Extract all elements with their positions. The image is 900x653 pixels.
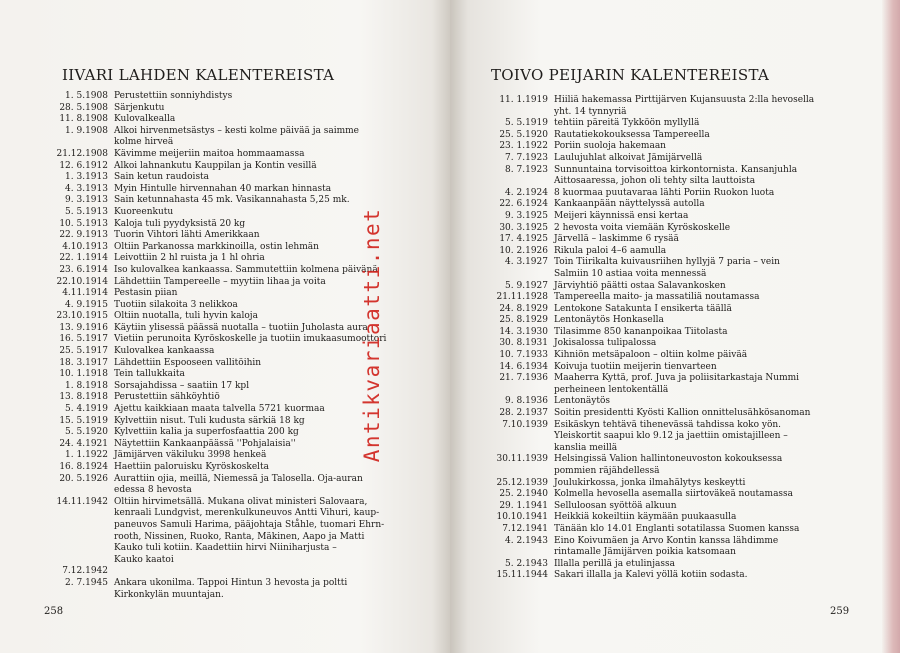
entry-text: Tuorin Vihtori lähti Amerikkaan: [114, 230, 260, 241]
entry-text: Eino Koivumäen ja Arvo Kontin kanssa lähdimme rintamalle Jämijärven poikia katsomaan: [554, 535, 779, 558]
entry-row: [44, 474, 416, 497]
entry-row: [44, 184, 416, 196]
entry-row: [484, 350, 864, 362]
entry-row: [484, 512, 864, 524]
entry-text: Kulovalkea kankaassa: [114, 346, 215, 357]
entry-date: 25. 2.1940: [499, 489, 548, 500]
entry-row: [484, 570, 864, 582]
entry-date: 7.12.1941: [502, 523, 548, 534]
entry-row: [484, 188, 864, 200]
entry-text: Tuotiin silakoita 3 nelikkoa: [114, 299, 238, 310]
entry-date: 5. 9.1927: [505, 280, 548, 291]
right-page-number: 259: [830, 606, 850, 617]
entry-text: Oltiin nuotalla, tuli hyvin kaloja: [114, 311, 258, 322]
entry-date: 11. 1.1919: [499, 95, 548, 105]
entry-row: [484, 408, 864, 420]
entry-text: Oltiin Parkanossa markkinoilla, ostin lehmän: [114, 241, 319, 252]
entry-date: 24. 8.1929: [499, 303, 548, 314]
entry-text: Sorsajahdissa – saatiin 17 kpl: [114, 380, 250, 391]
entry-text: Lentonäytös: [554, 396, 611, 407]
entry-date: 14.11.1942: [56, 496, 108, 507]
entry-text: Kulovalkealla: [114, 114, 176, 125]
entry-text: Esikäskyn tehtävä tihenevässä tahdissa koko yön. Yleiskortit saapui klo 9.12 ja jaettiin omistajilleen – kanslia meillä: [554, 419, 788, 453]
entry-date: 7.12.1942: [62, 566, 108, 577]
entry-text: Poriin suoloja hakemaan: [554, 141, 666, 152]
entry-date: 4. 2.1943: [505, 535, 548, 546]
entry-date: 21.12.1908: [56, 148, 108, 159]
entry-row: [484, 153, 864, 165]
entry-row: [484, 304, 864, 316]
entry-date: 5. 5.1919: [505, 118, 548, 129]
entry-text: Haettiin paloruisku Kyröskoskelta: [114, 462, 270, 472]
entry-date: 4.10.1913: [62, 241, 108, 252]
entry-row: [44, 566, 416, 578]
entry-text: Lentokone Satakunta I ensikerta täällä: [554, 303, 732, 314]
entry-text: Hiiliä hakemassa Pirttijärven Kujansuusta 2:lla hevosella yht. 14 tynnyriä: [554, 95, 815, 117]
entry-row: [44, 462, 416, 474]
entry-text: Näytettiin Kankaanpäässä ''Pohjalaisia'': [114, 438, 296, 449]
entry-date: 24. 4.1921: [59, 438, 108, 449]
entry-date: 25. 5.1917: [59, 346, 108, 357]
entry-row: [484, 95, 864, 118]
entry-date: 10. 1.1918: [59, 369, 108, 380]
entry-row: [484, 489, 864, 501]
entry-date: 5. 5.1913: [65, 206, 108, 217]
entry-text: Ajettu kaikkiaan maata talvella 5721 kuormaa: [114, 404, 325, 415]
entry-date: 12. 6.1912: [59, 160, 108, 171]
entry-row: [484, 501, 864, 513]
entry-row: [484, 524, 864, 536]
entry-date: 8. 7.1923: [505, 164, 548, 175]
entry-date: 4.11.1914: [62, 288, 108, 299]
entry-row: [484, 559, 864, 571]
entry-row: [44, 497, 416, 567]
entry-text: Aurattiin ojia, meillä, Niemessä ja Talosella. Oja-auran edessa 8 hevosta: [114, 473, 363, 496]
entry-date: 30. 3.1925: [499, 222, 548, 233]
entry-date: 5. 4.1919: [65, 404, 108, 415]
entry-text: Järvellä – laskimme 6 rysää: [554, 234, 679, 245]
entry-text: Sain ketun raudoista: [114, 172, 210, 183]
entry-date: 10. 2.1926: [499, 245, 548, 256]
entry-row: [484, 362, 864, 374]
entry-date: 5. 5.1920: [65, 427, 108, 438]
entry-row: [484, 536, 864, 559]
entry-row: [484, 292, 864, 304]
entry-date: 30. 8.1931: [499, 338, 548, 349]
entry-text: Kankaanpään näyttelyssä autolla: [554, 199, 705, 210]
entry-date: 29. 1.1941: [499, 500, 548, 511]
entry-text: Tänään klo 14.01 Englanti sotatilassa Suomen kanssa: [554, 523, 800, 534]
entry-row: [484, 234, 864, 246]
entry-date: 5. 2.1943: [505, 558, 548, 569]
entry-text: Rautatiekokouksessa Tampereella: [554, 129, 710, 140]
entry-row: [484, 396, 864, 408]
entry-text: Järviyhtiö päätti ostaa Salavankosken: [554, 280, 726, 291]
entry-date: 4. 9.1915: [65, 299, 108, 310]
entry-date: 9. 8.1936: [505, 396, 548, 407]
entry-date: 28. 5.1908: [59, 102, 108, 113]
entry-date: 17. 4.1925: [499, 234, 548, 245]
entry-row: [484, 478, 864, 490]
entry-text: Vietiin perunoita Kyröskoskelle ja tuotiin imukaasumoottori: [114, 334, 387, 345]
entry-date: 10. 5.1913: [59, 218, 108, 229]
entry-text: Leivottiin 2 hl ruista ja 1 hl ohria: [114, 253, 265, 264]
entry-date: 22. 9.1913: [59, 230, 108, 241]
entry-text: Kaloja tuli pyydyksistä 20 kg: [114, 218, 246, 229]
entry-row: [44, 161, 416, 173]
entry-date: 4. 3.1913: [65, 183, 108, 194]
entry-row: [484, 454, 864, 477]
entry-text: Alkoi lahnankutu Kauppilan ja Kontin vesillä: [114, 160, 317, 171]
entry-date: 1. 5.1908: [65, 91, 108, 101]
entry-text: Tampereella maito- ja massatiliä noutamassa: [554, 292, 760, 303]
entry-date: 23. 6.1914: [59, 264, 108, 275]
entry-text: Käytiin ylisessä päässä nuotalla – tuotiin Juholasta aura: [114, 322, 368, 333]
entry-row: [484, 199, 864, 211]
entry-text: Soitin presidentti Kyösti Kallion onnittelusähkösanoman: [554, 408, 811, 419]
entry-text: Kylvettiin nisut. Tuli kudusta särkiä 18 kg: [114, 415, 305, 426]
entry-text: Tein tallukkaita: [114, 369, 185, 380]
entry-row: [484, 420, 864, 455]
entry-text: 8 kuormaa puutavaraa lähti Poriin Ruokon luota: [554, 187, 775, 198]
entry-row: [484, 141, 864, 153]
entry-row: [484, 257, 864, 280]
entry-date: 14. 3.1930: [499, 326, 548, 337]
entry-row: [44, 578, 416, 601]
entry-date: 9. 3.1913: [65, 195, 108, 206]
entry-row: [44, 195, 416, 207]
entry-text: Laulujuhlat alkoivat Jämijärvellä: [554, 152, 703, 163]
watermark-text: Antikvariaatti.net: [360, 207, 384, 463]
entry-text: Perustettiin sonniyhdistys: [114, 91, 233, 101]
entry-text: Kävimme meijeriin maitoa hommaamassa: [114, 148, 305, 159]
right-entries-list: [484, 95, 864, 582]
entry-row: [44, 149, 416, 161]
entry-text: Jämijärven väkiluku 3998 henkeä: [114, 450, 267, 461]
right-page-title: TOIVO PEIJARIN KALENTEREISTA: [491, 66, 770, 84]
entry-text: Särjenkutu: [114, 102, 165, 113]
entry-text: Heikkiä kokeiltiin käymään puukaasulla: [554, 512, 737, 523]
entry-text: Pestasin piian: [114, 288, 178, 299]
entry-text: Perustettiin sähköyhtiö: [114, 392, 220, 403]
left-page-title: IIVARI LAHDEN KALENTEREISTA: [62, 66, 335, 84]
entry-date: 28. 2.1937: [499, 408, 548, 419]
entry-date: 1. 9.1908: [65, 125, 108, 136]
entry-date: 13. 9.1916: [59, 322, 108, 333]
entry-date: 20. 5.1926: [59, 473, 108, 484]
entry-text: Kylvettiin kalia ja superfosfaattia 200 kg: [114, 427, 299, 438]
entry-text: Meijeri käynnissä ensi kertaa: [554, 210, 689, 221]
entry-row: [44, 103, 416, 115]
entry-row: [484, 165, 864, 188]
entry-text: Lentonäytös Honkasella: [554, 315, 664, 326]
entry-date: 10. 7.1933: [499, 350, 548, 361]
entry-date: 4. 2.1924: [505, 187, 548, 198]
entry-date: 1. 8.1918: [65, 380, 108, 391]
entry-text: 2 hevosta voita viemään Kyröskoskelle: [554, 222, 731, 233]
entry-date: 15. 5.1919: [59, 415, 108, 426]
entry-row: [44, 114, 416, 126]
entry-date: 2. 7.1945: [65, 577, 108, 588]
entry-date: 25. 5.1920: [499, 129, 548, 140]
entry-text: Jokisalossa tulipalossa: [554, 338, 657, 349]
entry-text: Lähdettiin Espooseen vallitöihin: [114, 357, 262, 368]
entry-date: 22.10.1914: [56, 276, 108, 287]
entry-text: Kihniön metsäpaloon – oltiin kolme päivää: [554, 350, 748, 361]
entry-text: Sunnuntaina torvisoittoa kirkontornista. Kansanjuhla Aittosaaressa, johon oli tehty silta lauttoista: [554, 164, 798, 187]
entry-date: 15.11.1944: [496, 570, 548, 581]
entry-row: [484, 211, 864, 223]
entry-text: Helsingissä Valion hallintoneuvoston kokouksessa pommien räjähdellessä: [554, 454, 783, 476]
entry-date: 13. 8.1918: [59, 392, 108, 403]
entry-text: Ankara ukonilma. Tappoi Hintun 3 hevosta ja poltti Kirkonkylän muuntajan.: [114, 577, 348, 600]
entry-date: 10.10.1941: [496, 512, 548, 523]
entry-text: Rikula paloi 4–6 aamulla: [554, 245, 667, 256]
entry-text: Iso kulovalkea kankaassa. Sammutettiin kolmena päivänä: [114, 264, 378, 275]
entry-date: 22. 6.1924: [499, 199, 548, 210]
entry-date: 23.10.1915: [56, 311, 108, 322]
entry-date: 18. 3.1917: [59, 357, 108, 368]
entry-row: [484, 281, 864, 293]
entry-text: Illalla perillä ja etulinjassa: [554, 558, 675, 569]
entry-date: 25.12.1939: [496, 477, 548, 488]
entry-date: 16. 5.1917: [59, 334, 108, 345]
entry-date: 4. 3.1927: [505, 257, 548, 268]
entry-text: Sakari illalla ja Kalevi yöllä kotiin sodasta.: [554, 570, 748, 581]
entry-date: 30.11.1939: [496, 454, 548, 465]
entry-date: 7. 7.1923: [505, 152, 548, 163]
entry-row: [484, 338, 864, 350]
entry-date: 7.10.1939: [502, 419, 548, 430]
entry-text: Oltiin hirvimetsällä. Mukana olivat ministeri Salovaara, kenraali Lundgvist, merenkulkuneuvos Antti Vihuri, kaup- paneuvos Samuli Harima, pääjohtaja Ståhle, tuomari Ehrn- rooth, Nissinen, Ruoko, Ranta, Mäkinen, Aapo ja Matti Kauko tuli kotiin. Kaadettiin hirvi Niiniharjusta – Kauko kaatoi: [114, 496, 385, 565]
entry-text: Sain ketunnahasta 45 mk. Vasikannahasta 5,25 mk.: [114, 195, 350, 206]
entry-date: 11. 8.1908: [59, 114, 108, 125]
entry-row: [484, 315, 864, 327]
entry-date: 1. 1.1922: [65, 450, 108, 461]
entry-date: 21.11.1928: [496, 292, 548, 303]
entry-row: [484, 327, 864, 339]
entry-text: Myin Hintulle hirvennahan 40 markan hinnasta: [114, 183, 332, 194]
entry-date: 22. 1.1914: [59, 253, 108, 264]
entry-date: 9. 3.1925: [505, 210, 548, 221]
entry-row: [44, 126, 416, 149]
entry-text: Koivuja tuotiin meijerin tienvarteen: [554, 361, 717, 372]
entry-row: [44, 91, 416, 103]
entry-text: Joulukirkossa, jonka ilmahälytys keskeytti: [554, 477, 746, 488]
right-page: [450, 0, 900, 653]
entry-row: [484, 130, 864, 142]
entry-text: tehtiin päreitä Tykköön myllyllä: [554, 118, 700, 129]
entry-row: [44, 172, 416, 184]
entry-date: 16. 8.1924: [59, 462, 108, 472]
entry-date: 23. 1.1922: [499, 141, 548, 152]
entry-text: Tilasimme 850 kananpoikaa Tiitolasta: [554, 326, 728, 337]
entry-text: Alkoi hirvenmetsästys – kesti kolme päivää ja saimme kolme hirveä: [114, 125, 359, 148]
left-page-number: 258: [44, 606, 64, 617]
entry-text: Kolmella hevosella asemalla siirtoväkeä noutamassa: [554, 489, 794, 500]
entry-date: 1. 3.1913: [65, 172, 108, 183]
entry-text: Toin Tiirikalta kuivausriihen hyllyjä 7 paria – vein Salmiin 10 astiaa voita mennessä: [554, 257, 780, 279]
entry-text: Maaherra Kyttä, prof. Juva ja poliisitarkastaja Nummi perheineen lentokentällä: [554, 373, 800, 395]
entry-row: [484, 118, 864, 130]
entry-date: 25. 8.1929: [499, 315, 548, 326]
entry-date: 21. 7.1936: [499, 373, 548, 384]
entry-date: 14. 6.1934: [499, 361, 548, 372]
entry-text: Selluloosan syöttöä alkuun: [554, 500, 677, 511]
entry-row: [484, 246, 864, 258]
entry-text: Kuoreenkutu: [114, 206, 174, 217]
entry-row: [484, 373, 864, 396]
entry-row: [484, 223, 864, 235]
entry-text: Lähdettiin Tampereelle – myytiin lihaa ja voita: [114, 276, 326, 287]
page-edge-shadow: [882, 0, 900, 653]
